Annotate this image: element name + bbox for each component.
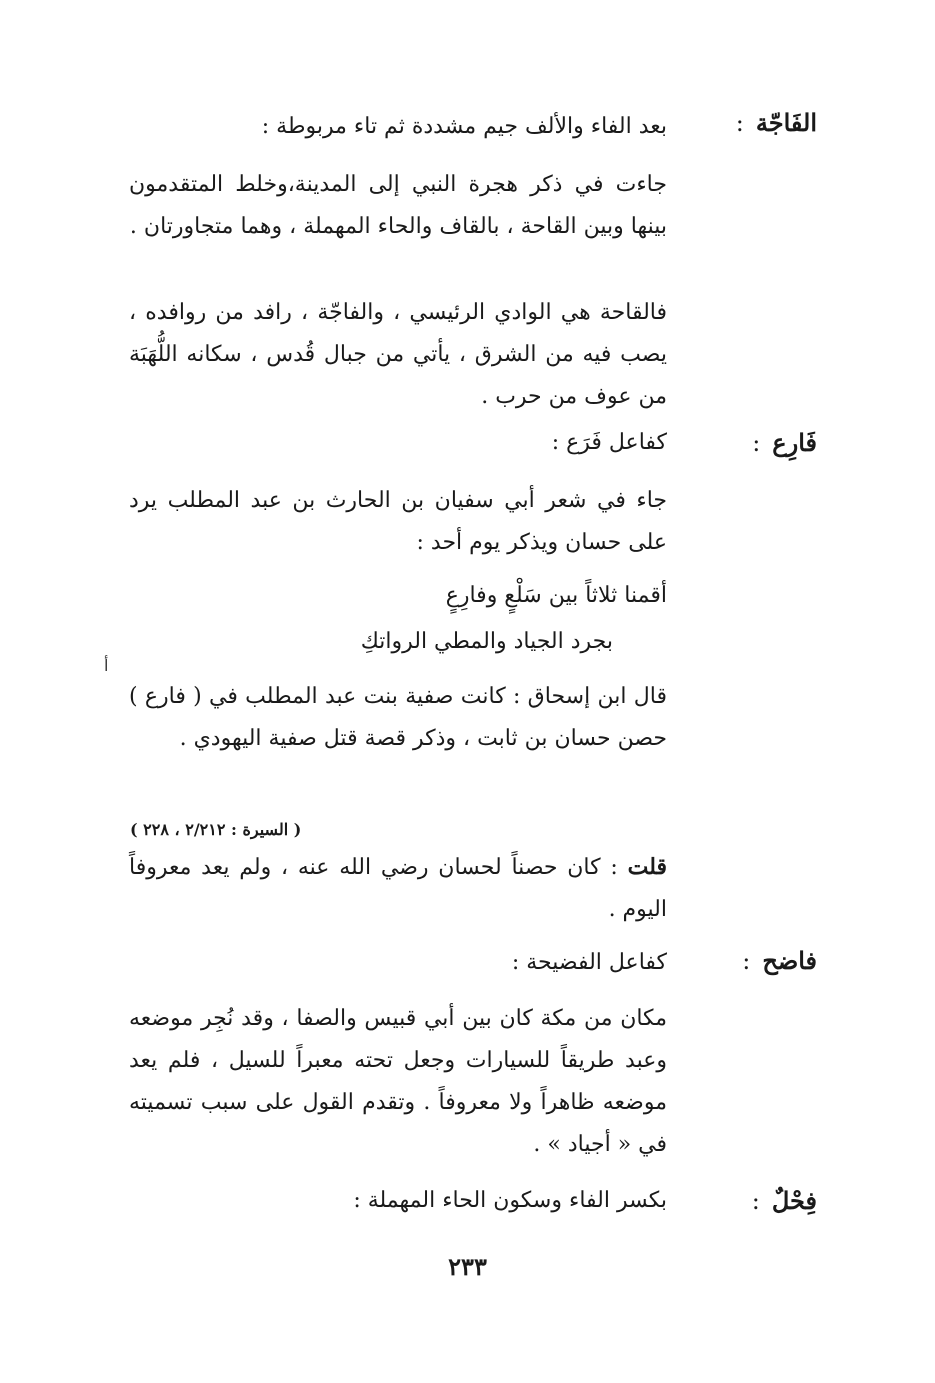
- entry-heading-fajja: [697, 108, 817, 138]
- paragraph: قال ابن إسحاق : كانت صفية بنت عبد المطلب في ( فارع ) حصن حسان بن ثابت ، وذكر قصة قتل صفية اليهودي .: [129, 684, 667, 751]
- entry-heading-fadih: [697, 946, 817, 976]
- page-number: ٢٣٣: [448, 1252, 487, 1281]
- entry-description: بكسر الفاء وسكون الحاء المهملة :: [353, 1188, 667, 1213]
- paragraph: جاءت في ذكر هجرة النبي إلى المدينة،وخلط المتقدمون بينها وبين القاحة ، بالقاف والحاء المهملة ، وهما متجاورتان .: [129, 172, 667, 239]
- entry-heading-text: الفَاجّة: [755, 108, 817, 137]
- author-note-label: قلت: [627, 854, 668, 880]
- paragraph: فالقاحة هي الوادي الرئيسي ، والفاجّة ، رافد من روافده ، يصب فيه من الشرق ، يأتي من جبال قُدس ، سكانه اللُّهَبَة من عوف من حرب .: [129, 300, 667, 409]
- poem-verse-first: أقمنا ثلاثاً بين سَلْعٍ وفارِعٍ: [445, 583, 667, 608]
- paragraph: جاء في شعر أبي سفيان بن الحارث بن عبد المطلب يرد على حسان ويذكر يوم أحد :: [129, 488, 667, 555]
- entry-description: كفاعل فَرَع :: [551, 430, 667, 455]
- entry-heading-colon: :: [735, 109, 744, 137]
- entry-heading-colon: :: [751, 1187, 760, 1215]
- margin-mark: أ: [104, 656, 109, 675]
- entry-heading-colon: :: [752, 429, 761, 457]
- source-reference: ( السيرة : ٢/٢١٢ ، ٢٢٨ ): [130, 820, 302, 839]
- entry-heading-text: فَارِع: [772, 428, 817, 457]
- entry-description: كفاعل الفضيحة :: [511, 950, 667, 975]
- paragraph: مكان من مكة كان بين أبي قبيس والصفا ، وقد نُجِر موضعه وعبد طريقاً للسيارات وجعل تحته معبراً للسيل ، فلم يعد موضعه ظاهراً ولا معروفاً . وتقدم القول على سبب تسميته في « أجياد » .: [129, 1006, 667, 1157]
- poem-verse-second: بجرد الجياد والمطي الرواتكِ: [360, 629, 613, 654]
- entry-description: بعد الفاء والألف جيم مشددة ثم تاء مربوطة :: [261, 114, 667, 139]
- entry-heading-text: فِحْلٌ: [771, 1186, 817, 1215]
- author-note-text: : كان حصناً لحسان رضي الله عنه ، ولم يعد معروفاً اليوم .: [129, 855, 667, 922]
- entry-heading-text: فاضح: [762, 946, 817, 975]
- entry-heading-fari: [697, 428, 817, 458]
- entry-heading-fahl: [697, 1186, 817, 1216]
- author-note: [129, 846, 667, 931]
- entry-heading-colon: :: [742, 947, 751, 975]
